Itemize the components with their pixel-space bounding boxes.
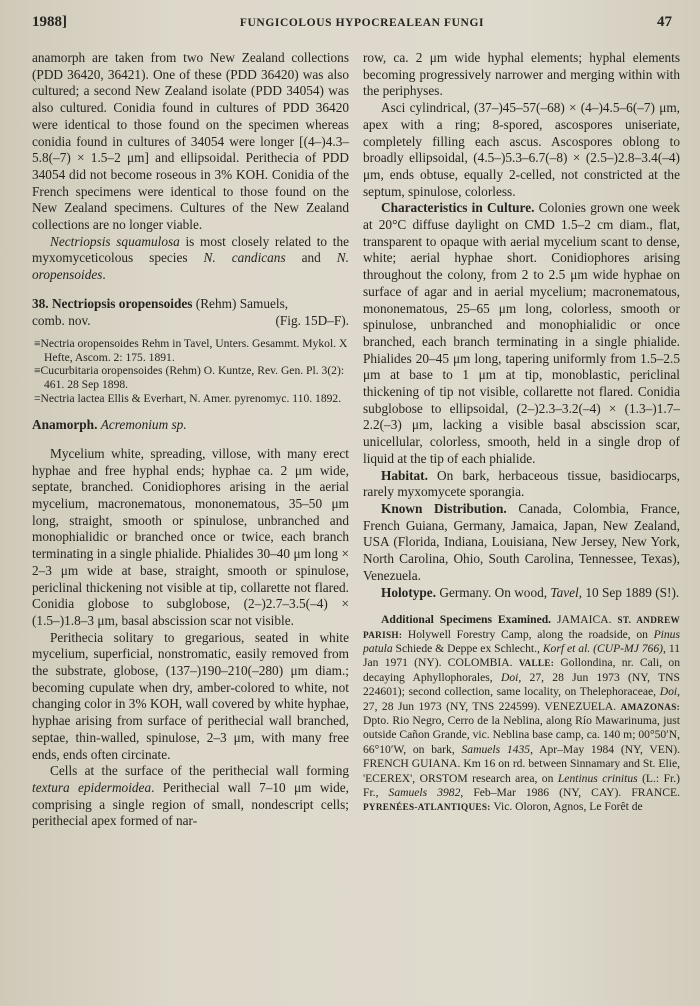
paragraph-anamorph-collections: anamorph are taken from two New Zealand collections (PDD 36420, 36421). One of these (PDD 36420) was also cultured; a second New Zealand isolate (PDD 34054) was also cultured. Conidia found in cultures of PDD 36420 were identical to those found on the specimen whereas conidia found in cultures of 34054 were longer [(4–)4.3–5.8(–7) × 1.5–2 μm] and ellipsoidal. Perithecia of PDD 34054 did not become roseous in 3% KOH. Conidia of the French specimens were identical to those found on the New Zealand specimens. Cultures of the New Zealand collections are no longer viable. <box>32 50 349 233</box>
paragraph-text: Schiede & Deppe ex Schlecht., <box>392 642 543 656</box>
running-header <box>32 14 680 38</box>
culture-label: Characteristics in Culture. <box>381 200 535 216</box>
paragraph-relationship <box>32 234 349 284</box>
paragraph-habitat <box>363 468 680 501</box>
paragraph-text: . Perithecial wall 7–10 μm wide, comprising a single region of small, nondescript cells; perithecial apex formed of nar- <box>32 779 349 829</box>
host-name: Lentinus crinitus <box>557 771 638 785</box>
taxon-name: N. candicans <box>203 250 286 266</box>
paragraph-text: , 11 Jan 1971 (NY). COLOMBIA. <box>363 642 680 670</box>
collector-name: Doi <box>500 670 519 684</box>
paragraph-text: Dpto. Rio Negro, Cerro de la Neblina, along Río Mawarinuma, just outside Cañon Grande, vic. Neblina base camp, ca. 140 m; 00°50′N, 66°10′W, on bark, <box>363 714 680 756</box>
paragraph-text: Vic. Oloron, Agnos, Le Forêt de <box>490 800 643 814</box>
paragraph-text: Gollondina, nr. Cali, on decaying Aphyllophorales, <box>363 656 680 684</box>
paragraph-text: , Feb–Mar 1986 (NY, CAY). FRANCE. <box>460 786 680 800</box>
paragraph-text: , Apr–May 1984 (NY, VEN). FRENCH GUIANA. Km 16 on rd. between Sinnamary and St. Elie, 'ECEREX', ORSTOM research area, on <box>363 742 680 785</box>
taxon-name: N. oropensoides <box>32 250 349 283</box>
specimens-label: Additional Specimens Examined. <box>381 613 552 627</box>
paragraph-text: Canada, Colombia, France, French Guiana, Germany, Jamaica, Japan, New Zealand, USA (Florida, Indiana, Louisiana, New Jersey, New York, North Carolina, Ohio, South Carolina, Tennessee, Texas), Venezuela. <box>363 500 680 583</box>
paragraph-holotype <box>363 585 680 602</box>
paragraph-text: Germany. On wood, <box>436 584 551 600</box>
locality-label: PYRENÉES-ATLANTIQUES: <box>363 802 491 813</box>
collector-name: Doi <box>659 685 678 699</box>
paragraph-distribution <box>363 501 680 585</box>
anamorph-heading <box>32 417 349 434</box>
paragraph-text: , 27, 28 Jun 1973 (NY, TNS 224599). VENEZUELA. <box>363 685 680 713</box>
paragraph-text: , 10 Sep 1889 (S!). <box>578 584 680 600</box>
anamorph-name: Acremonium sp. <box>100 417 187 433</box>
paragraph-text: Colonies grown one week at 20°C diffuse daylight on CMD 1.5–2 cm diam., flat, transparent to opaque with aerial mycelium scant to dense, white; aerial hyphae short. Conidiophores arising throughout the colony, from 2 to 2.5 μm wide hyphae on surface of agar and in aerial mycelium; macronematous, mononematous, 25–65 μm long, colorless, smooth or spinulose, unbranched and monophialidic or once branched, each branch terminating in a single phialide. Phialides 20–45 μm long, tapering uniformly from 1.5–2.5 μm at base to 1 μm at tip, monoblastic, periclinal thickening of tip not visible, collarette not flared. Conidia subglobose to ellipsoidal, (2–)2.3–3.2(–4) × (1.3–)1.7–2.2(–3) μm, lacking a visible basal abscission scar, unicellular, colorless, smooth, held in a single drop of liquid at the tip of each phialide. <box>363 200 680 466</box>
species-name: Nectriopsis oropensoides <box>51 295 193 311</box>
figure-reference: (Fig. 15D–F). <box>275 312 349 328</box>
collector-name: Samuels 3982 <box>388 786 461 800</box>
collector-name: Korf et al. (CUP-MJ 766) <box>542 642 664 656</box>
collector-name: Samuels 1435 <box>461 742 531 756</box>
tissue-term: textura epidermoidea <box>32 779 152 795</box>
paragraph-asci: Asci cylindrical, (37–)45–57(–68) × (4–)4.5–6(–7) μm, apex with a ring; 8-spored, ascospores uniseriate, completely filling each ascus. Ascospores oblong to broadly ellipsoidal, (4.5–)5.3–6.7(–8) × (2.5–)2.8–3.4(–4) μm, ends obtuse, equally 2-celled, not constricted at the septum, spinulose, colorless. <box>363 100 680 199</box>
habitat-label: Habitat. <box>381 467 428 483</box>
comb-nov: comb. nov. <box>32 312 91 328</box>
paragraph-text: Cells at the surface of the perithecial wall forming <box>50 763 349 779</box>
page-number: 47 <box>657 14 672 30</box>
running-title: FUNGICOLOUS HYPOCREALEAN FUNGI <box>239 17 485 29</box>
paragraph-wall-cells <box>32 763 349 830</box>
paragraph-text: and <box>285 250 337 266</box>
left-column <box>32 50 349 830</box>
synonym-line: ≡Nectria oropensoides Rehm in Tavel, Unters. Gesammt. Mykol. X Hefte, Ascom. 2: 175. 1891. <box>34 337 348 364</box>
volume-year: 1988] <box>32 14 67 30</box>
species-heading <box>32 296 349 313</box>
right-column <box>363 50 680 830</box>
holotype-label: Holotype. <box>381 584 437 600</box>
locality-label: ST. ANDREW PARISH: <box>363 615 680 640</box>
taxon-name: Nectriopsis squamulosa <box>50 233 180 249</box>
paragraph-mycelium: Mycelium white, spreading, villose, with many erect hyphae and free hyphal ends; hyphae ca. 2 μm wide, septate, branched. Conidiophores arising in the aerial mycelium, macronematous, mononematous, 35–50 μm long, straight, smooth or spinulose, unbranched and monophialidic or branched once or twice, each branch terminating in a single phialide. Phialides 30–40 μm long × 2–3 μm wide at base, straight, smooth or spinulose, periclinal thickening not visible at tip, collarette not flared. Conidia globose to subglobose, (2–)2.7–3.5(–4) × (1.5–)1.8–3 μm, basal abscission scar not visible. <box>32 445 349 628</box>
anamorph-label: Anamorph. <box>32 417 98 433</box>
synonym-line: ≡Cucurbitaria oropensoides (Rehm) O. Kuntze, Rev. Gen. Pl. 3(2): 461. 28 Sep 1898. <box>34 364 345 392</box>
synonymy <box>32 337 349 405</box>
paragraph-perithecia: Perithecia solitary to gregarious, seated in white mycelium, superficial, nonstromatic, easily removed from the substrate, globose, (137–)190–210(–280) μm diam.; becoming cupulate when dry, amber-colored to white, not changing color in 3% KOH, wall covered by white hyphae, hyphae arising from surface of perithecial wall branched, septae, thin-walled, spinulose, 2–3 μm, with many free ends, ends often circinate. <box>32 629 349 762</box>
paragraph-culture <box>363 200 680 467</box>
paragraph-text: is most closely related to the myxomyceticolous species <box>32 233 349 266</box>
collector-name: Tavel <box>550 584 579 600</box>
paragraph-text: Holywell Forestry Camp, along the roadside, on <box>402 627 654 641</box>
species-comb-line <box>32 313 349 330</box>
species-number: 38. <box>32 295 49 311</box>
species-authority: (Rehm) Samuels, <box>192 295 289 311</box>
paragraph-text: . <box>102 267 106 283</box>
paragraph-text: On bark, herbaceous tissue, basidiocarps, rarely myxomycete sporangia. <box>363 467 680 500</box>
locality-label: AMAZONAS: <box>620 701 680 712</box>
locality-label: VALLE: <box>518 658 555 669</box>
paragraph-text: (L.: Fr.) Fr., <box>363 771 680 800</box>
paragraph-text: JAMAICA. <box>551 613 618 627</box>
distribution-label: Known Distribution. <box>381 500 507 516</box>
paragraph-continued: row, ca. 2 μm wide hyphal elements; hyphal elements becoming progressively narrower and merging within with the periphyses. <box>363 50 680 99</box>
host-name: Pinus patula <box>363 627 680 656</box>
paragraph-specimens-examined <box>363 613 680 815</box>
synonym-line: =Nectria lactea Ellis & Everhart, N. Amer. pyrenomyc. 110. 1892. <box>34 391 342 405</box>
paragraph-text: , 27, 28 Jun 1973 (NY, TNS 224601); second collection, same locality, on Thelephoraceae, <box>363 670 680 699</box>
